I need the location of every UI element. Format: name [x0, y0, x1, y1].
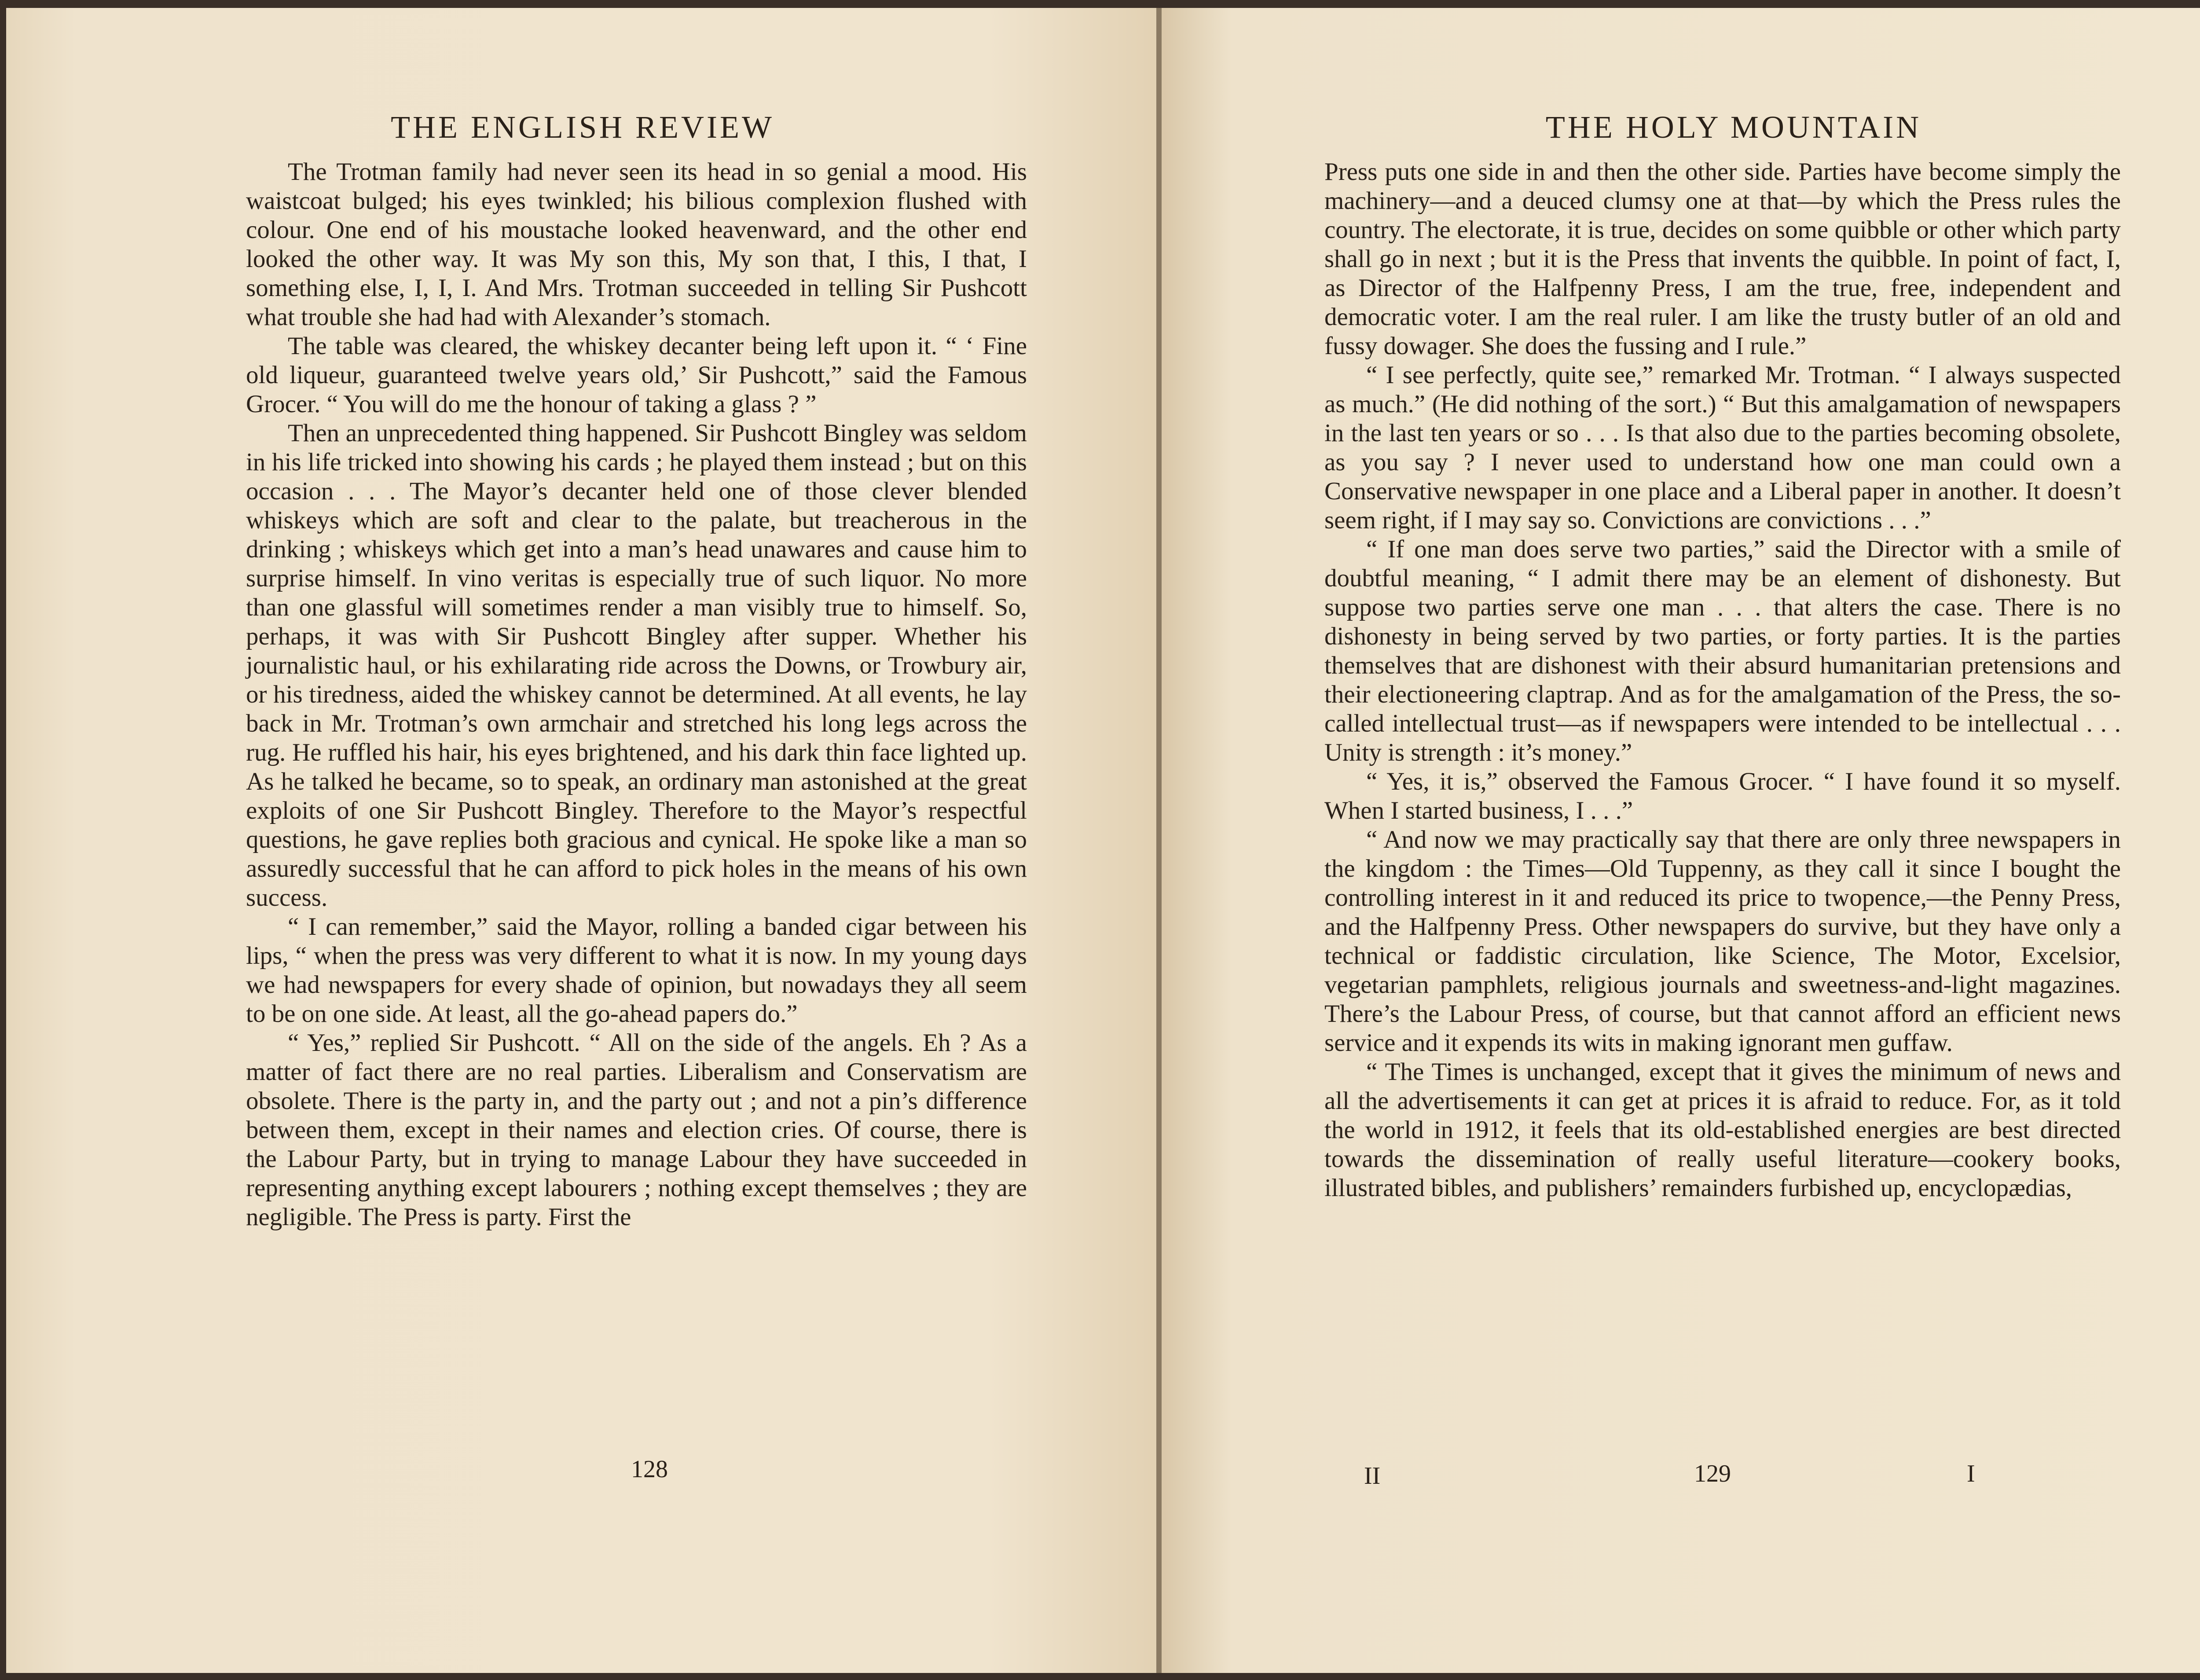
- running-header-right: THE HOLY MOUNTAIN: [1545, 110, 1922, 145]
- right-page-body: [1324, 157, 2121, 1203]
- paragraph: “ The Times is unchanged, except that it gives the minimum of news and all the advertisements it can get at prices it is afraid to reduce. For, as it told the world in 1912, it feels that its old-established energies are best directed towards the dissemination of really useful literature—cookery books, illustrated bibles, and publishers’ remainders furbished up, encyclopædias,: [1324, 1058, 2121, 1202]
- page-number-left: 128: [631, 1456, 668, 1483]
- running-header-left: THE ENGLISH REVIEW: [391, 110, 774, 145]
- page-number-right: 129: [1694, 1460, 1731, 1487]
- paragraph: “ And now we may practically say that there are only three newspapers in the kingdom : the Times—Old Tuppenny, as they call it since I bought the controlling interest in it and reduced its price to twopence,—the Penny Press, and the Halfpenny Press. Other newspapers do survive, but they have only a technical or faddistic circulation, like Science, The Motor, Excelsior, vegetarian pamphlets, religious journals and sweetness-and-light magazines. There’s the Labour Press, of course, but that cannot afford an efficient news service and it expends its wits in making ignorant men guffaw.: [1324, 826, 2121, 1057]
- signature-mark: I: [1967, 1460, 1975, 1487]
- paragraph: “ I see perfectly, quite see,” remarked Mr. Trotman. “ I always suspected as much.” (He did nothing of the sort.) “ But this amalgamation of newspapers in the last ten years or so . . . Is that also due to the parties becoming obsolete, as you say ? I never used to understand how one man could own a Conservative newspaper in one place and a Liberal paper in another. It doesn’t seem right, if I may say so. Convictions are convictions . . .”: [1324, 361, 2121, 534]
- left-page-body: [246, 157, 1027, 1232]
- left-page: [6, 8, 1159, 1673]
- paragraph: The table was cleared, the whiskey decanter being left upon it. “ ‘ Fine old liqueur, guaranteed twelve years old,’ Sir Pushcott,” said the Famous Grocer. “ You will do me the honour of taking a glass ? ”: [246, 332, 1027, 418]
- paragraph: “ If one man does serve two parties,” said the Director with a smile of doubtful meaning, “ I admit there may be an element of dishonesty. But suppose two parties serve one man . . . that alters the case. There is no dishonesty in being served by two parties, or forty parties. It is the parties themselves that are dishonest with their absurd humanitarian pretensions and their electioneering claptrap. And as for the amalgamation of the Press, the so-called intellectual trust—as if newspapers were intended to be intellectual . . . Unity is strength : it’s money.”: [1324, 535, 2121, 766]
- signature-number: II: [1364, 1462, 1381, 1490]
- paragraph: Then an unprecedented thing happened. Sir Pushcott Bingley was seldom in his life tricked into showing his cards ; he played them instead ; but on this occasion . . . The Mayor’s decanter held one of those clever blended whiskeys which are soft and clear to the palate, but treacherous in the drinking ; whiskeys which get into a man’s head unawares and cause him to surprise himself. In vino veritas is especially true of such liquor. No more than one glassful will sometimes render a man visibly true to himself. So, perhaps, it was with Sir Pushcott Bingley after supper. Whether his journalistic haul, or his exhilarating ride across the Downs, or Trowbury air, or his tiredness, aided the whiskey cannot be determined. At all events, he lay back in Mr. Trotman’s own armchair and stretched his long legs across the rug. He ruffled his hair, his eyes brightened, and his dark thin face lighted up. As he talked he became, so to speak, an ordinary man astonished at the great exploits of one Sir Pushcott Bingley. Therefore to the Mayor’s respectful questions, he gave replies both gracious and cynical. He spoke like a man so assuredly successful that he can afford to pick holes in the means of his own success.: [246, 419, 1027, 911]
- paragraph: “ I can remember,” said the Mayor, rolling a banded cigar between his lips, “ when the press was very different to what it is now. In my young days we had newspapers for every shade of opinion, but nowadays they all seem to be on one side. At least, all the go-ahead papers do.”: [246, 913, 1027, 1028]
- paragraph: “ Yes, it is,” observed the Famous Grocer. “ I have found it so myself. When I started business, I . . .”: [1324, 768, 2121, 824]
- paragraph: The Trotman family had never seen its head in so genial a mood. His waistcoat bulged; his eyes twinkled; his bilious complexion flushed with colour. One end of his moustache looked heavenward, and the other end looked the other way. It was My son this, My son that, I this, I that, I something else, I, I, I. And Mrs. Trotman succeeded in telling Sir Pushcott what trouble she had had with Alexander’s stomach.: [246, 158, 1027, 331]
- paragraph: “ Yes,” replied Sir Pushcott. “ All on the side of the angels. Eh ? As a matter of fact there are no real parties. Liberalism and Conservatism are obsolete. There is the party in, and the party out ; and not a pin’s difference between them, except in their names and election cries. Of course, there is the Labour Party, but in trying to manage Labour they have succeeded in representing anything except labourers ; nothing except themselves ; they are negligible. The Press is party. First the: [246, 1029, 1027, 1231]
- right-page: [1162, 8, 2200, 1673]
- paragraph: Press puts one side in and then the other side. Parties have become simply the machinery—and a deuced clumsy one at that—by which the Press rules the country. The electorate, it is true, decides on some quibble or other which party shall go in next ; but it is the Press that invents the quibble. In point of fact, I, as Director of the Halfpenny Press, I am the true, free, independent and democratic voter. I am the real ruler. I am like the trusty butler of an old and fussy dowager. She does the fussing and I rule.”: [1324, 158, 2121, 360]
